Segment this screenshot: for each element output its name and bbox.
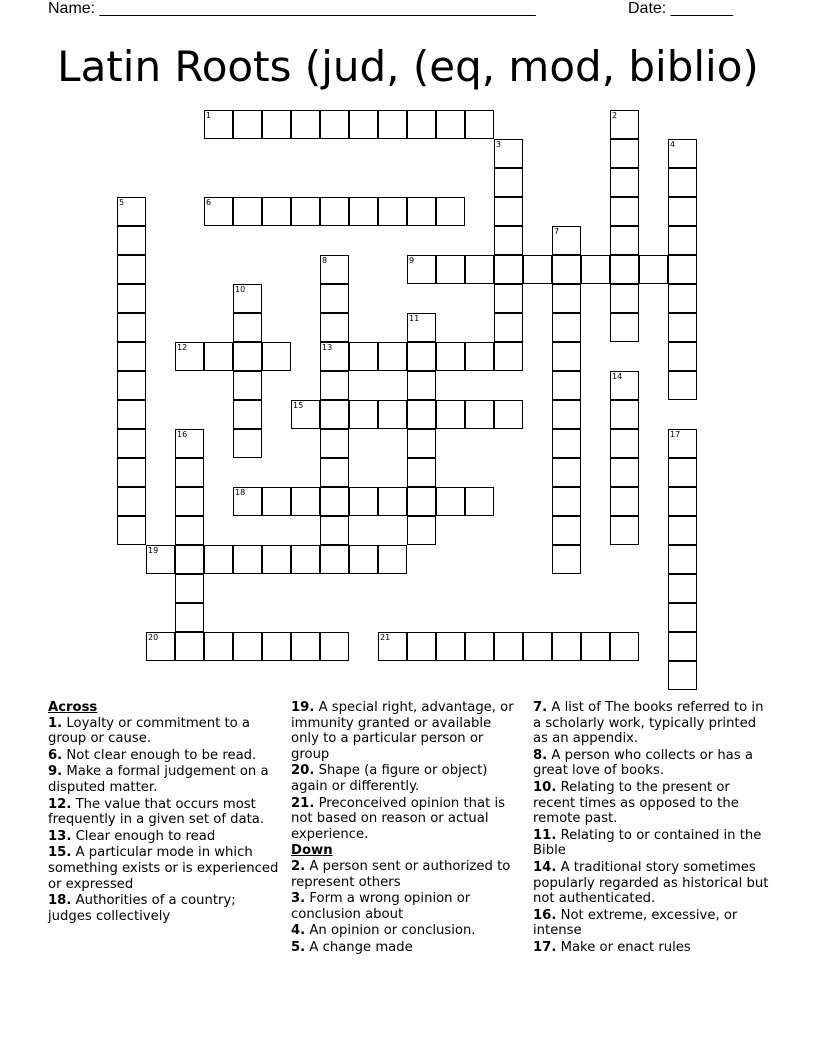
grid-cell[interactable]	[668, 313, 697, 342]
grid-cell[interactable]	[552, 516, 581, 545]
grid-cell[interactable]	[291, 632, 320, 661]
grid-cell[interactable]	[175, 516, 204, 545]
grid-cell[interactable]	[610, 284, 639, 313]
grid-cell[interactable]	[610, 313, 639, 342]
grid-cell[interactable]	[146, 632, 175, 661]
grid-cell[interactable]	[262, 632, 291, 661]
grid-cell[interactable]	[436, 110, 465, 139]
grid-cell[interactable]	[233, 197, 262, 226]
grid-cell[interactable]	[668, 168, 697, 197]
grid-cell[interactable]	[668, 632, 697, 661]
grid-cell[interactable]	[465, 255, 494, 284]
grid-cell[interactable]	[407, 516, 436, 545]
grid-cell[interactable]	[378, 545, 407, 574]
grid-cell[interactable]	[204, 197, 233, 226]
clue-number: 6	[206, 198, 212, 207]
grid-cell[interactable]	[204, 110, 233, 139]
clue-number: 18	[235, 488, 246, 497]
grid-cell[interactable]	[668, 429, 697, 458]
grid-cell[interactable]	[494, 226, 523, 255]
clue-number: 12	[177, 343, 188, 352]
grid-cell[interactable]	[552, 313, 581, 342]
grid-cell[interactable]	[465, 400, 494, 429]
grid-cell[interactable]	[378, 342, 407, 371]
grid-cell[interactable]	[320, 545, 349, 574]
grid-cell[interactable]	[349, 110, 378, 139]
grid-cell[interactable]	[320, 255, 349, 284]
grid-cell[interactable]	[291, 110, 320, 139]
grid-cell[interactable]	[320, 400, 349, 429]
grid-cell[interactable]	[581, 632, 610, 661]
grid-cell[interactable]	[175, 574, 204, 603]
grid-cell[interactable]	[320, 429, 349, 458]
grid-cell[interactable]	[233, 371, 262, 400]
grid-cell[interactable]	[320, 487, 349, 516]
grid-cell[interactable]	[291, 545, 320, 574]
grid-cell[interactable]	[407, 197, 436, 226]
grid-cell[interactable]	[465, 487, 494, 516]
grid-cell[interactable]	[291, 400, 320, 429]
grid-cell[interactable]	[552, 487, 581, 516]
clue-down-11: 11. Relating to or contained in the Bible	[533, 827, 762, 859]
grid-cell[interactable]	[552, 545, 581, 574]
clue-number: 10	[235, 285, 246, 294]
grid-cell[interactable]	[610, 371, 639, 400]
clue-across-15: 15. A particular mode in which something exists or is experienced or expressed	[48, 845, 279, 892]
grid-cell[interactable]	[117, 516, 146, 545]
clues-column-3	[533, 700, 773, 957]
grid-cell[interactable]	[523, 632, 552, 661]
grid-cell[interactable]	[233, 284, 262, 313]
grid-cell[interactable]	[552, 342, 581, 371]
grid-cell[interactable]	[494, 139, 523, 168]
clue-down-2: 2. A person sent or authorized to represent others	[291, 858, 511, 890]
clue-number: 21	[380, 633, 391, 642]
clue-across-12: 12. The value that occurs most frequently in a given set of data.	[48, 796, 265, 828]
grid-cell[interactable]	[494, 168, 523, 197]
clue-number: 11	[409, 314, 420, 323]
grid-cell[interactable]	[117, 226, 146, 255]
grid-cell[interactable]	[610, 139, 639, 168]
clue-number: 9	[409, 256, 415, 265]
grid-cell[interactable]	[407, 632, 436, 661]
grid-cell[interactable]	[204, 632, 233, 661]
grid-cell[interactable]	[349, 487, 378, 516]
grid-cell[interactable]	[320, 313, 349, 342]
grid-cell[interactable]	[494, 197, 523, 226]
grid-cell[interactable]	[610, 400, 639, 429]
grid-cell[interactable]	[436, 632, 465, 661]
clue-number: 8	[322, 256, 328, 265]
grid-cell[interactable]	[407, 487, 436, 516]
grid-cell[interactable]	[117, 255, 146, 284]
clue-number: 4	[670, 140, 676, 149]
grid-cell[interactable]	[204, 545, 233, 574]
grid-cell[interactable]	[233, 313, 262, 342]
clue-across-21: 21. Preconceived opinion that is not based on reason or actual experience.	[291, 795, 505, 842]
grid-cell[interactable]	[233, 110, 262, 139]
grid-cell[interactable]	[552, 255, 581, 284]
clue-across-13: 13. Clear enough to read	[48, 828, 216, 844]
date-field-label: Date: _______	[628, 0, 733, 17]
clue-number: 2	[612, 111, 618, 120]
grid-cell[interactable]	[552, 226, 581, 255]
clue-number: 3	[496, 140, 502, 149]
grid-cell[interactable]	[175, 487, 204, 516]
grid-cell[interactable]	[668, 487, 697, 516]
grid-cell[interactable]	[349, 545, 378, 574]
grid-cell[interactable]	[668, 545, 697, 574]
grid-cell[interactable]	[668, 516, 697, 545]
grid-cell[interactable]	[349, 197, 378, 226]
grid-cell[interactable]	[117, 400, 146, 429]
clue-down-4: 4. An opinion or conclusion.	[291, 923, 476, 939]
grid-cell[interactable]	[552, 429, 581, 458]
grid-cell[interactable]	[204, 342, 233, 371]
grid-cell[interactable]	[349, 400, 378, 429]
grid-cell[interactable]	[436, 487, 465, 516]
grid-cell[interactable]	[320, 197, 349, 226]
grid-cell[interactable]	[291, 197, 320, 226]
grid-cell[interactable]	[436, 255, 465, 284]
grid-cell[interactable]	[407, 371, 436, 400]
grid-cell[interactable]	[610, 516, 639, 545]
grid-cell[interactable]	[523, 255, 552, 284]
clue-number: 15	[293, 401, 304, 410]
grid-cell[interactable]	[233, 632, 262, 661]
grid-cell[interactable]	[668, 255, 697, 284]
grid-cell[interactable]	[668, 226, 697, 255]
grid-cell[interactable]	[117, 313, 146, 342]
grid-cell[interactable]	[436, 197, 465, 226]
grid-cell[interactable]	[436, 342, 465, 371]
grid-cell[interactable]	[175, 429, 204, 458]
grid-cell[interactable]	[465, 110, 494, 139]
grid-cell[interactable]	[233, 429, 262, 458]
clue-number: 5	[119, 198, 125, 207]
page-title: Latin Roots (jud, (eq, mod, biblio)	[57, 42, 759, 91]
clues-column-2	[291, 700, 523, 957]
grid-cell[interactable]	[610, 458, 639, 487]
clue-number: 14	[612, 372, 623, 381]
clue-number: 19	[148, 546, 159, 555]
grid-cell[interactable]	[494, 284, 523, 313]
grid-cell[interactable]	[262, 487, 291, 516]
clue-down-14: 14. A traditional story sometimes popularly regarded as historical but not authenticated.	[533, 859, 769, 907]
clue-number: 20	[148, 633, 159, 642]
grid-cell[interactable]	[262, 110, 291, 139]
grid-cell[interactable]	[494, 255, 523, 284]
clue-across-20: 20. Shape (a figure or object) again or differently.	[291, 763, 488, 794]
grid-cell[interactable]	[175, 603, 204, 632]
grid-cell[interactable]	[117, 487, 146, 516]
grid-cell[interactable]	[117, 458, 146, 487]
name-field-label: Name: _________________________________________________	[48, 0, 536, 17]
clue-across-6: 6. Not clear enough to be read.	[48, 747, 257, 763]
grid-cell[interactable]	[552, 458, 581, 487]
grid-cell[interactable]	[494, 632, 523, 661]
grid-cell[interactable]	[668, 139, 697, 168]
clue-across-18: 18. Authorities of a country; judges collectively	[48, 893, 236, 924]
grid-cell[interactable]	[117, 371, 146, 400]
grid-cell[interactable]	[320, 342, 349, 371]
grid-cell[interactable]	[233, 545, 262, 574]
clue-down-3: 3. Form a wrong opinion or conclusion about	[291, 891, 471, 922]
grid-cell[interactable]	[494, 313, 523, 342]
grid-cell[interactable]	[552, 284, 581, 313]
grid-cell[interactable]	[552, 371, 581, 400]
grid-cell[interactable]	[320, 458, 349, 487]
grid-cell[interactable]	[610, 226, 639, 255]
grid-cell[interactable]	[668, 284, 697, 313]
grid-cell[interactable]	[175, 458, 204, 487]
grid-cell[interactable]	[407, 400, 436, 429]
clue-across-19: 19. A special right, advantage, or immunity granted or available only to a particular person or group	[291, 700, 514, 762]
grid-cell[interactable]	[610, 632, 639, 661]
grid-cell[interactable]	[581, 255, 610, 284]
grid-cell[interactable]	[262, 197, 291, 226]
clue-down-16: 16. Not extreme, excessive, or intense	[533, 907, 738, 939]
grid-cell[interactable]	[465, 342, 494, 371]
grid-cell[interactable]	[436, 400, 465, 429]
grid-cell[interactable]	[233, 400, 262, 429]
down-heading: Down	[291, 843, 333, 859]
grid-cell[interactable]	[668, 197, 697, 226]
clue-number: 17	[670, 430, 681, 439]
clue-down-10: 10. Relating to the present or recent times as opposed to the remote past.	[533, 779, 739, 827]
grid-cell[interactable]	[494, 400, 523, 429]
grid-cell[interactable]	[262, 545, 291, 574]
grid-cell[interactable]	[610, 110, 639, 139]
grid-cell[interactable]	[610, 487, 639, 516]
grid-cell[interactable]	[320, 371, 349, 400]
clue-down-8: 8. A person who collects or has a great love of books.	[533, 747, 753, 779]
grid-cell[interactable]	[378, 110, 407, 139]
clue-number: 13	[322, 343, 333, 352]
clue-down-7: 7. A list of The books referred to in a scholarly work, typically printed as an appendix.	[533, 700, 764, 747]
clues-column-1	[48, 700, 280, 925]
grid-cell[interactable]	[117, 342, 146, 371]
grid-cell[interactable]	[639, 255, 668, 284]
grid-cell[interactable]	[407, 255, 436, 284]
clue-down-5: 5. A change made	[291, 939, 413, 955]
grid-cell[interactable]	[378, 197, 407, 226]
clue-number: 16	[177, 430, 188, 439]
grid-cell[interactable]	[233, 342, 262, 371]
grid-cell[interactable]	[407, 429, 436, 458]
grid-cell[interactable]	[117, 197, 146, 226]
grid-cell[interactable]	[233, 487, 262, 516]
grid-cell[interactable]	[378, 400, 407, 429]
grid-cell[interactable]	[407, 110, 436, 139]
grid-cell[interactable]	[378, 487, 407, 516]
grid-cell[interactable]	[407, 313, 436, 342]
grid-cell[interactable]	[407, 458, 436, 487]
grid-cell[interactable]	[552, 400, 581, 429]
grid-cell[interactable]	[320, 516, 349, 545]
grid-cell[interactable]	[175, 632, 204, 661]
grid-cell[interactable]	[610, 429, 639, 458]
grid-cell[interactable]	[610, 168, 639, 197]
grid-cell[interactable]	[146, 545, 175, 574]
clue-down-17: 17. Make or enact rules	[533, 939, 691, 955]
grid-cell[interactable]	[349, 342, 378, 371]
grid-cell[interactable]	[320, 284, 349, 313]
grid-cell[interactable]	[175, 545, 204, 574]
grid-cell[interactable]	[494, 342, 523, 371]
grid-cell[interactable]	[610, 197, 639, 226]
grid-cell[interactable]	[668, 574, 697, 603]
clue-across-9: 9. Make a formal judgement on a disputed matter.	[48, 764, 269, 795]
clue-number: 7	[554, 227, 560, 236]
grid-cell[interactable]	[407, 342, 436, 371]
across-heading: Across	[48, 700, 98, 715]
grid-cell[interactable]	[668, 603, 697, 632]
grid-cell[interactable]	[320, 632, 349, 661]
grid-cell[interactable]	[117, 429, 146, 458]
grid-cell[interactable]	[378, 632, 407, 661]
grid-cell[interactable]	[320, 110, 349, 139]
grid-cell[interactable]	[610, 255, 639, 284]
clue-number: 1	[206, 111, 212, 120]
grid-cell[interactable]	[668, 661, 697, 690]
grid-cell[interactable]	[117, 284, 146, 313]
grid-cell[interactable]	[291, 487, 320, 516]
grid-cell[interactable]	[552, 632, 581, 661]
grid-cell[interactable]	[262, 342, 291, 371]
grid-cell[interactable]	[668, 371, 697, 400]
grid-cell[interactable]	[175, 342, 204, 371]
clue-across-1: 1. Loyalty or commitment to a group or cause.	[48, 715, 251, 747]
grid-cell[interactable]	[465, 632, 494, 661]
grid-cell[interactable]	[668, 458, 697, 487]
grid-cell[interactable]	[668, 342, 697, 371]
